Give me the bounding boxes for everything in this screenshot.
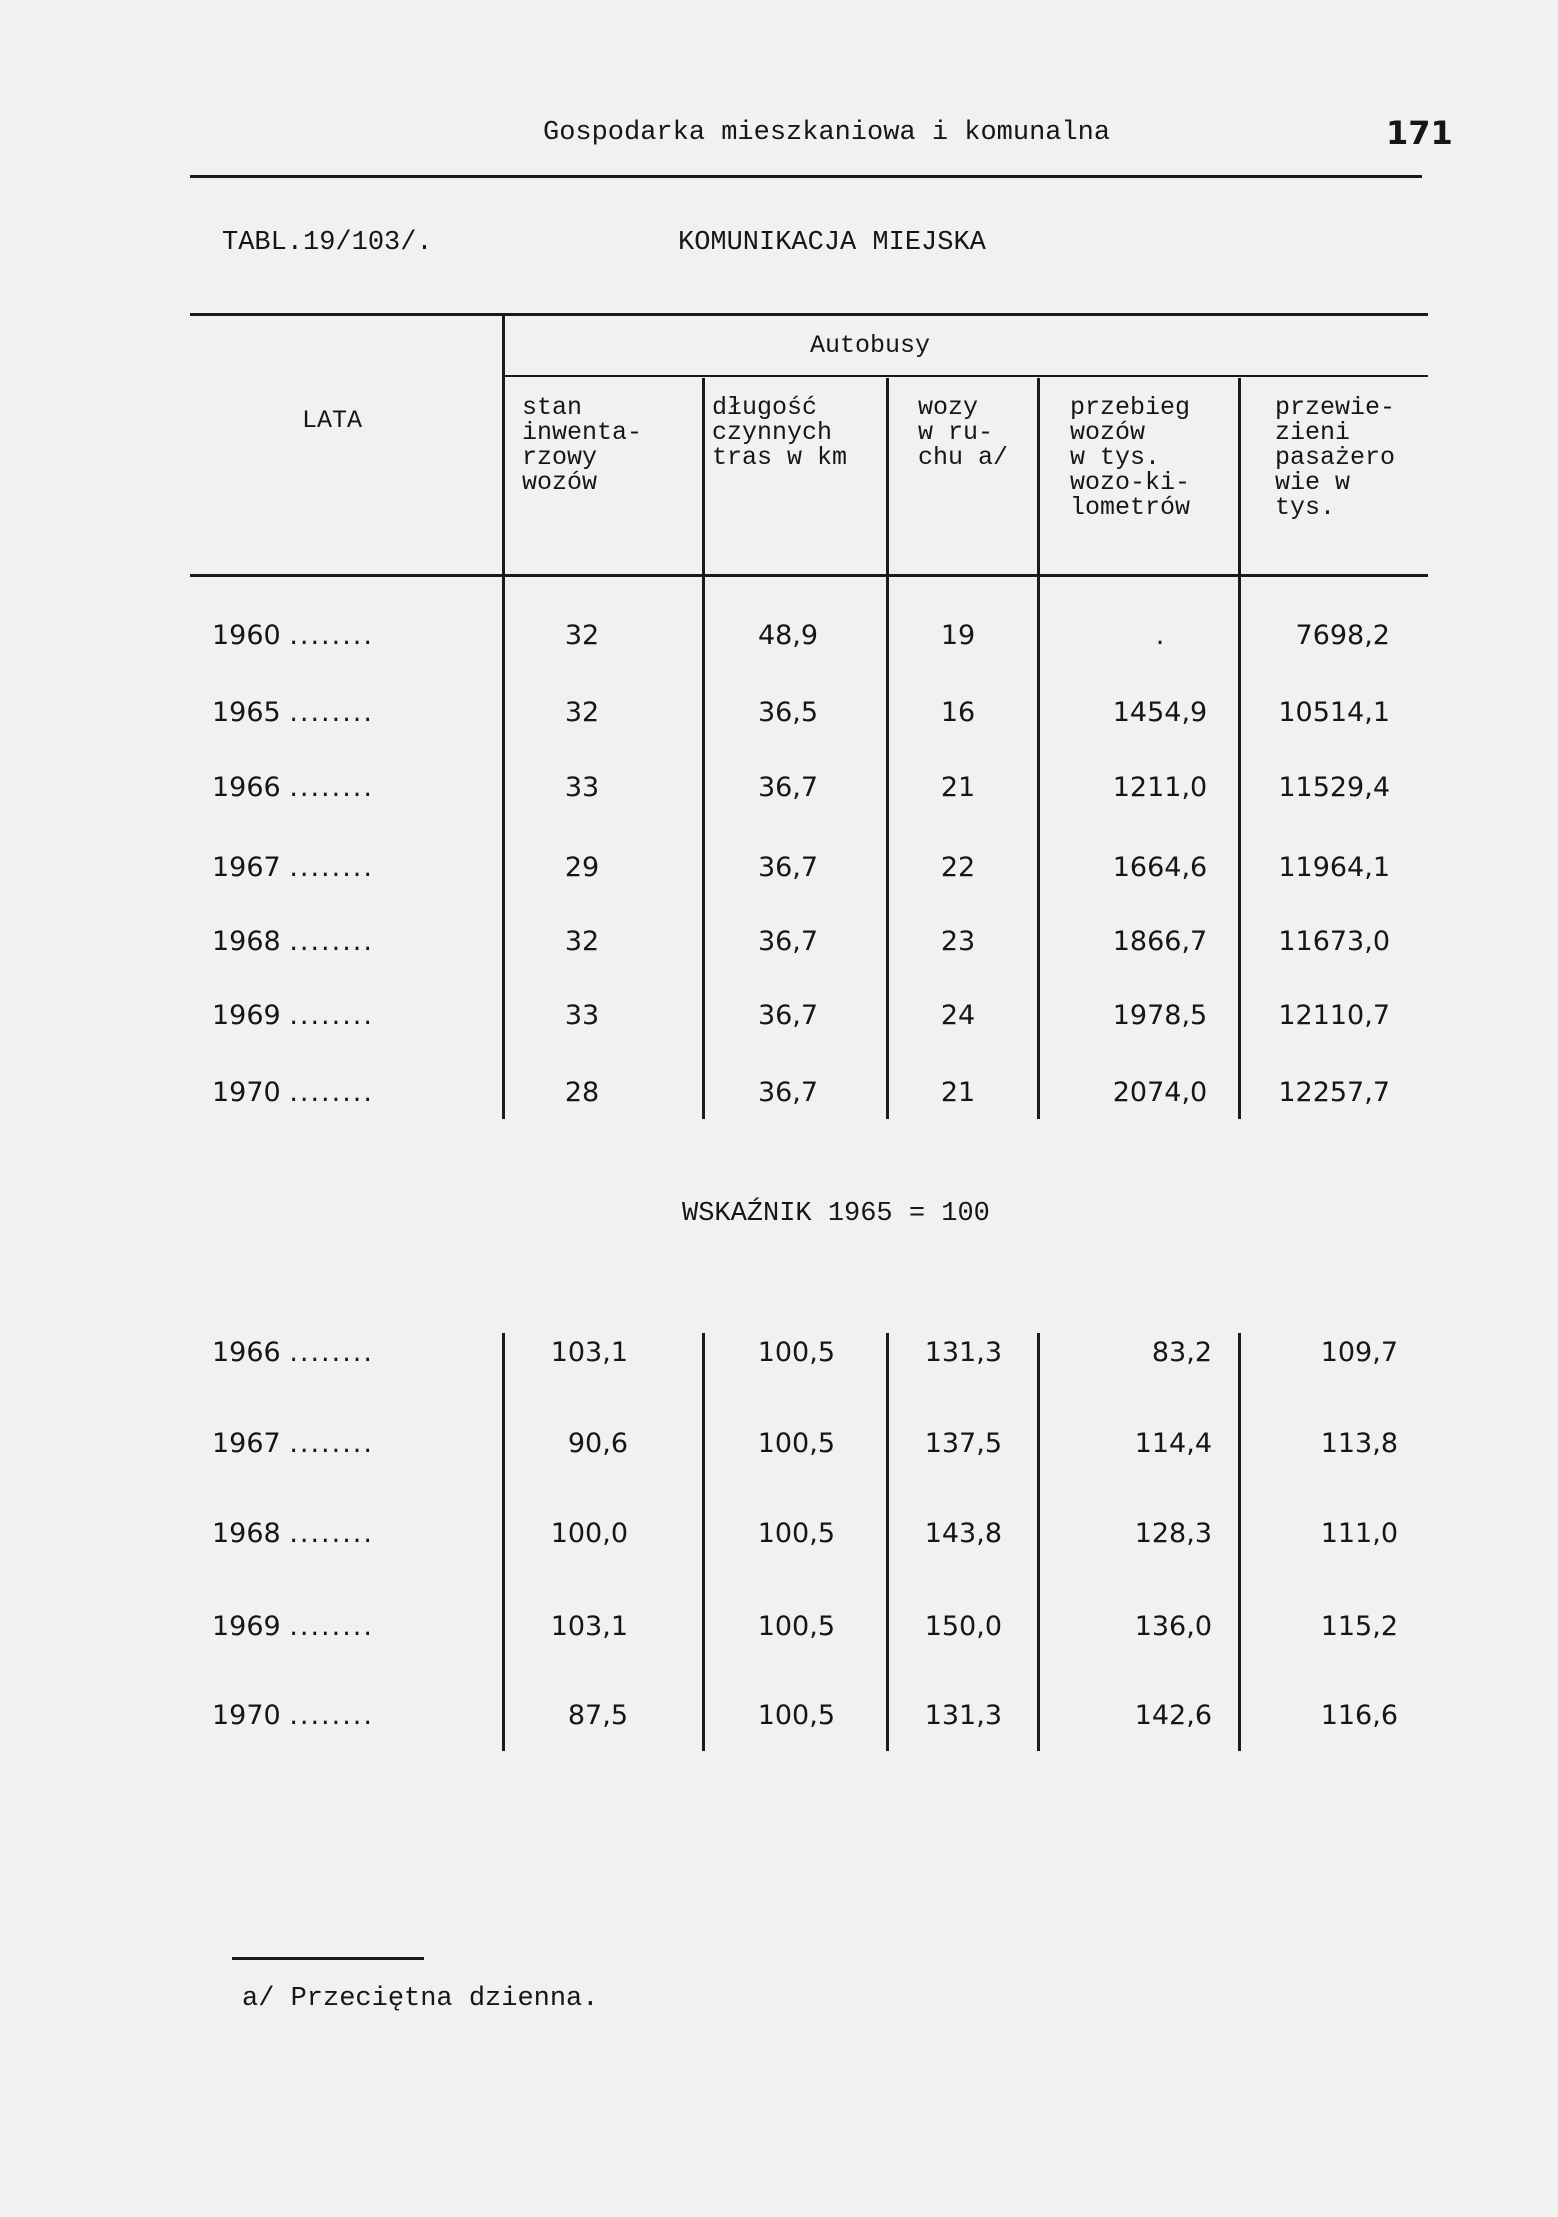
data-cell: 32 xyxy=(564,620,600,651)
data-cell: 100,5 xyxy=(757,1700,835,1731)
running-header-title: Gospodarka mieszkaniowa i komunalna xyxy=(543,118,1111,148)
data-cell: 113,8 xyxy=(1320,1428,1398,1459)
column-divider xyxy=(702,1333,705,1751)
data-cell: 100,0 xyxy=(550,1518,628,1549)
column-divider xyxy=(1238,378,1241,1119)
data-cell: 1454,9 xyxy=(1112,697,1208,728)
data-cell: 143,8 xyxy=(924,1518,1002,1549)
data-cell: 100,5 xyxy=(757,1518,835,1549)
data-cell: 142,6 xyxy=(1134,1700,1212,1731)
column-divider xyxy=(886,378,889,1119)
data-cell: 128,3 xyxy=(1134,1518,1212,1549)
data-cell: 109,7 xyxy=(1320,1337,1398,1368)
data-cell: 36,7 xyxy=(757,852,819,883)
data-cell: 36,7 xyxy=(757,1000,819,1031)
data-cell: 12110,7 xyxy=(1278,1000,1390,1031)
table-label: TABL.19/103/. xyxy=(222,228,433,258)
data-cell: 36,7 xyxy=(757,926,819,957)
row-year: 1966 ........ xyxy=(212,1337,374,1368)
group-header: Autobusy xyxy=(810,331,931,360)
row-year: 1970 ........ xyxy=(212,1077,374,1108)
data-cell: 103,1 xyxy=(550,1337,628,1368)
data-cell: 11529,4 xyxy=(1278,772,1390,803)
row-year: 1965 ........ xyxy=(212,697,374,728)
data-cell: 100,5 xyxy=(757,1337,835,1368)
row-year: 1970 ........ xyxy=(212,1700,374,1731)
column-divider xyxy=(1037,378,1040,1119)
data-cell: 1866,7 xyxy=(1112,926,1208,957)
data-cell: 136,0 xyxy=(1134,1611,1212,1642)
row-year: 1968 ........ xyxy=(212,1518,374,1549)
table-header-rule xyxy=(190,574,1428,577)
data-cell: 36,7 xyxy=(757,772,819,803)
page-number: 171 xyxy=(1386,114,1453,152)
data-cell: 28 xyxy=(564,1077,600,1108)
data-cell: 100,5 xyxy=(757,1611,835,1642)
data-cell: 11964,1 xyxy=(1278,852,1390,883)
footnote: a/ Przeciętna dzienna. xyxy=(242,1984,599,2014)
row-year: 1960 ........ xyxy=(212,620,374,651)
data-cell: 48,9 xyxy=(757,620,819,651)
data-cell: 2074,0 xyxy=(1112,1077,1208,1108)
column-header: przewie- zieni pasażero wie w tys. xyxy=(1275,393,1396,522)
data-cell: 103,1 xyxy=(550,1611,628,1642)
footnote-rule xyxy=(232,1957,424,1960)
data-cell: 21 xyxy=(940,1077,976,1108)
data-cell: 111,0 xyxy=(1320,1518,1398,1549)
data-cell: 150,0 xyxy=(924,1611,1002,1642)
row-year: 1967 ........ xyxy=(212,1428,374,1459)
column-divider xyxy=(702,378,705,1119)
data-cell: 131,3 xyxy=(924,1337,1002,1368)
column-header: przebieg wozów w tys. wozo-ki- lometrów xyxy=(1070,393,1191,522)
row-year: 1968 ........ xyxy=(212,926,374,957)
data-cell: 131,3 xyxy=(924,1700,1002,1731)
data-cell: 7698,2 xyxy=(1295,620,1390,651)
data-cell: 1978,5 xyxy=(1112,1000,1208,1031)
data-cell: 87,5 xyxy=(567,1700,628,1731)
data-cell: 33 xyxy=(564,1000,600,1031)
data-cell: 21 xyxy=(940,772,976,803)
column-header: wozy w ru- chu a/ xyxy=(918,393,1009,472)
data-cell: 137,5 xyxy=(924,1428,1002,1459)
data-cell: 115,2 xyxy=(1320,1611,1398,1642)
data-cell: 22 xyxy=(940,852,976,883)
data-cell: 90,6 xyxy=(567,1428,628,1459)
data-cell: 114,4 xyxy=(1134,1428,1212,1459)
data-cell: 32 xyxy=(564,926,600,957)
data-cell: 33 xyxy=(564,772,600,803)
stub-header: LATA xyxy=(302,406,363,435)
data-cell: 100,5 xyxy=(757,1428,835,1459)
data-cell: . xyxy=(1155,620,1165,651)
group-header-rule xyxy=(505,375,1428,377)
data-cell: 19 xyxy=(940,620,976,651)
column-divider xyxy=(502,1333,505,1751)
column-divider xyxy=(502,315,505,1119)
column-divider xyxy=(1037,1333,1040,1751)
row-year: 1967 ........ xyxy=(212,852,374,883)
data-cell: 36,7 xyxy=(757,1077,819,1108)
data-cell: 1664,6 xyxy=(1112,852,1208,883)
data-cell: 10514,1 xyxy=(1278,697,1390,728)
data-cell: 24 xyxy=(940,1000,976,1031)
data-cell: 83,2 xyxy=(1151,1337,1212,1368)
table-title: KOMUNIKACJA MIEJSKA xyxy=(678,228,986,258)
index-heading: WSKAŹNIK 1965 = 100 xyxy=(682,1199,990,1229)
data-cell: 32 xyxy=(564,697,600,728)
row-year: 1966 ........ xyxy=(212,772,374,803)
data-cell: 29 xyxy=(564,852,600,883)
data-cell: 11673,0 xyxy=(1278,926,1390,957)
data-cell: 16 xyxy=(940,697,976,728)
column-divider xyxy=(886,1333,889,1751)
data-cell: 1211,0 xyxy=(1112,772,1208,803)
header-rule xyxy=(190,175,1422,178)
row-year: 1969 ........ xyxy=(212,1000,374,1031)
column-header: stan inwenta- rzowy wozów xyxy=(522,393,643,497)
column-header: długość czynnych tras w km xyxy=(712,393,848,472)
data-cell: 23 xyxy=(940,926,976,957)
table-top-rule xyxy=(190,313,1428,316)
data-cell: 36,5 xyxy=(757,697,819,728)
row-year: 1969 ........ xyxy=(212,1611,374,1642)
column-divider xyxy=(1238,1333,1241,1751)
data-cell: 12257,7 xyxy=(1278,1077,1390,1108)
data-cell: 116,6 xyxy=(1320,1700,1398,1731)
